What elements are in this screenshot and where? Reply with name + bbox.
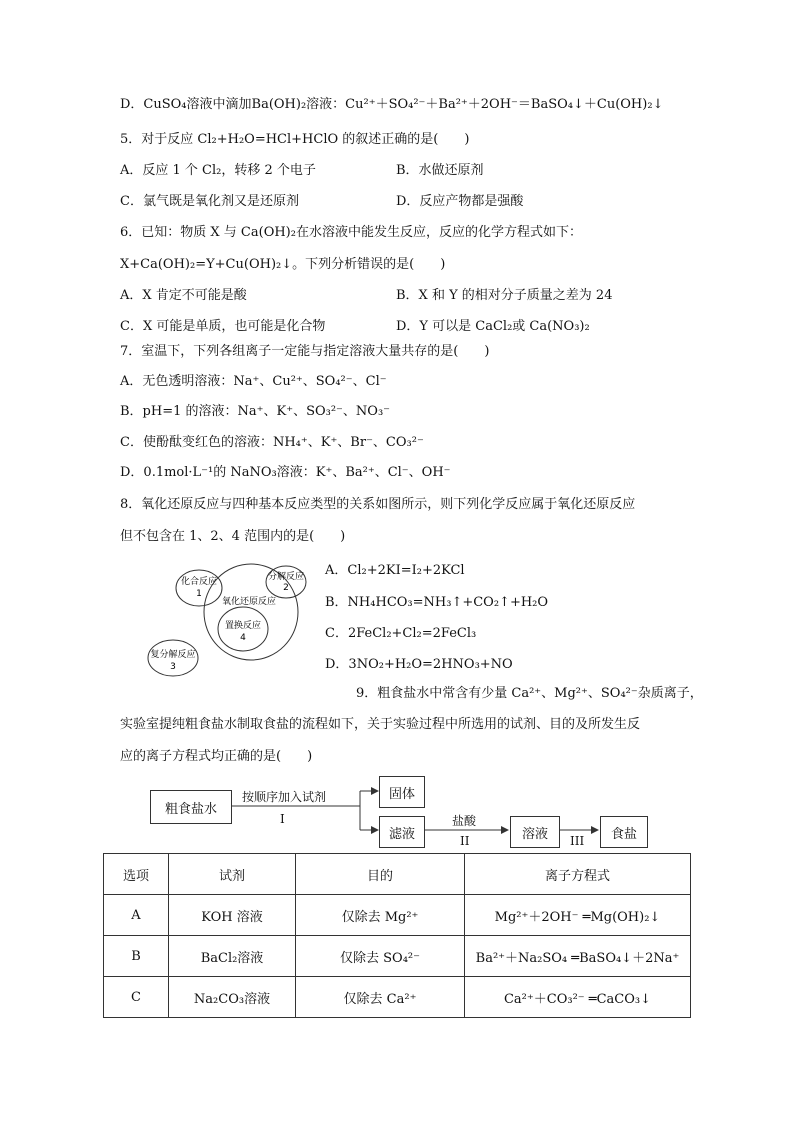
redox-label: 氧化还原反应 [221, 597, 277, 607]
double-decomp-number: 3 [170, 662, 176, 672]
q6-option-c: C．X 可能是单质，也可能是化合物 [120, 319, 326, 334]
q4-option-d: D．CuSO₄溶液中滴加Ba(OH)₂溶液：Cu²⁺＋SO₄²⁻＋Ba²⁺＋2OH⁻＝BaSO₄↓＋Cu(OH)₂↓ [120, 97, 664, 112]
q8-stem-1: 8．氧化还原反应与四种基本反应类型的关系如图所示，则下列化学反应属于氧化还原反应 [120, 497, 636, 512]
q6-stem-1: 6．已知：物质 X 与 Ca(OH)₂在水溶液中能发生反应，反应的化学方程式如下： [120, 225, 582, 240]
cell-purpose: 仅除去 Mg²⁺ [296, 895, 465, 936]
q9-options-table [103, 853, 691, 1018]
q6-options-row1 [120, 287, 720, 305]
cell-equation: Ba²⁺＋Na₂SO₄ ═BaSO₄↓＋2Na⁺ [465, 936, 691, 977]
q6-option-b: B．X 和 Y 的相对分子质量之差为 24 [396, 288, 613, 303]
q5-option-b: B．水做还原剂 [396, 163, 484, 178]
q8-option-c: C．2FeCl₂+Cl₂=2FeCl₃ [325, 626, 477, 641]
q5-options-row1 [120, 162, 720, 180]
q7-option-a: A．无色透明溶液：Na⁺、Cu²⁺、SO₄²⁻、Cl⁻ [120, 374, 387, 389]
q6-options-row2 [120, 318, 720, 336]
combination-circle [176, 570, 222, 606]
q6-option-a: A．X 肯定不可能是酸 [120, 288, 247, 303]
displacement-number: 4 [240, 633, 246, 643]
acid-label: 盐酸 [452, 814, 477, 828]
q7-option-c: C．使酚酞变红色的溶液：NH₄⁺、K⁺、Br⁻、CO₃²⁻ [120, 435, 424, 450]
reaction-venn-diagram [143, 562, 323, 682]
header-purpose: 目的 [296, 854, 465, 895]
table-row [104, 977, 691, 1018]
salt-box: 食盐 [600, 816, 648, 848]
displacement-label: 置换反应 [224, 621, 262, 631]
cell-option: B [104, 936, 169, 977]
filtrate-box: 滤液 [379, 816, 425, 848]
header-reagent: 试剂 [169, 854, 296, 895]
cell-option: A [104, 895, 169, 936]
q8-option-d: D．3NO₂+H₂O=2HNO₃+NO [325, 657, 513, 672]
cell-purpose: 仅除去 SO₄²⁻ [296, 936, 465, 977]
q8-option-a: A．Cl₂+2KI=I₂+2KCl [325, 563, 465, 578]
q8-stem-2: 但不包含在 1、2、4 范围内的是( ) [120, 529, 346, 544]
purification-flowchart [146, 776, 666, 848]
q7-option-d: D．0.1mol·L⁻¹的 NaNO₃溶液：K⁺、Ba²⁺、Cl⁻、OH⁻ [120, 465, 451, 480]
step1-label: 按顺序加入试剂 [242, 790, 327, 804]
decomposition-label: 分解反应 [267, 572, 305, 582]
header-option: 选项 [104, 854, 169, 895]
table-row [104, 936, 691, 977]
table-header-row [104, 854, 691, 895]
q7-stem: 7．室温下，下列各组离子一定能与指定溶液大量共存的是( ) [120, 344, 490, 359]
double-decomp-label: 复分解反应 [150, 650, 196, 660]
q7-option-b: B．pH=1 的溶液：Na⁺、K⁺、SO₃²⁻、NO₃⁻ [120, 404, 391, 419]
q8-option-b: B．NH₄HCO₃=NH₃↑+CO₂↑+H₂O [325, 595, 549, 610]
step3-number: III [570, 834, 585, 848]
q9-stem-1: 9．粗食盐水中常含有少量 Ca²⁺、Mg²⁺、SO₄²⁻杂质离子， [356, 686, 703, 701]
cell-option: C [104, 977, 169, 1018]
combination-number: 1 [196, 589, 202, 599]
cell-purpose: 仅除去 Ca²⁺ [296, 977, 465, 1018]
q6-option-d: D．Y 可以是 CaCl₂或 Ca(NO₃)₂ [396, 319, 590, 334]
q5-option-d: D．反应产物都是强酸 [396, 194, 524, 209]
solution-box: 溶液 [510, 816, 560, 848]
combination-label: 化合反应 [180, 577, 218, 587]
cell-reagent: KOH 溶液 [169, 895, 296, 936]
q5-option-a: A．反应 1 个 Cl₂，转移 2 个电子 [120, 163, 316, 178]
step1-number: I [280, 812, 285, 826]
cell-equation: Mg²⁺＋2OH⁻ ═Mg(OH)₂↓ [465, 895, 691, 936]
cell-equation: Ca²⁺＋CO₃²⁻ ═CaCO₃↓ [465, 977, 691, 1018]
q6-stem-2: X+Ca(OH)₂=Y+Cu(OH)₂↓。下列分析错误的是( ) [120, 257, 446, 272]
q9-stem-3: 应的离子方程式均正确的是( ) [120, 749, 313, 764]
step2-number: II [460, 834, 470, 848]
decomposition-circle [266, 566, 306, 598]
crude-brine-box: 粗食盐水 [150, 790, 232, 824]
header-equation: 离子方程式 [465, 854, 691, 895]
solid-box: 固体 [379, 776, 425, 808]
q5-options-row2 [120, 193, 720, 211]
q5-stem: 5．对于反应 Cl₂+H₂O=HCl+HClO 的叙述正确的是( ) [120, 132, 470, 147]
q5-option-c: C．氯气既是氧化剂又是还原剂 [120, 194, 299, 209]
table-row [104, 895, 691, 936]
decomposition-number: 2 [283, 583, 289, 593]
q9-stem-2: 实验室提纯粗食盐水制取食盐的流程如下，关于实验过程中所选用的试剂、目的及所发生反 [120, 717, 641, 732]
cell-reagent: Na₂CO₃溶液 [169, 977, 296, 1018]
cell-reagent: BaCl₂溶液 [169, 936, 296, 977]
